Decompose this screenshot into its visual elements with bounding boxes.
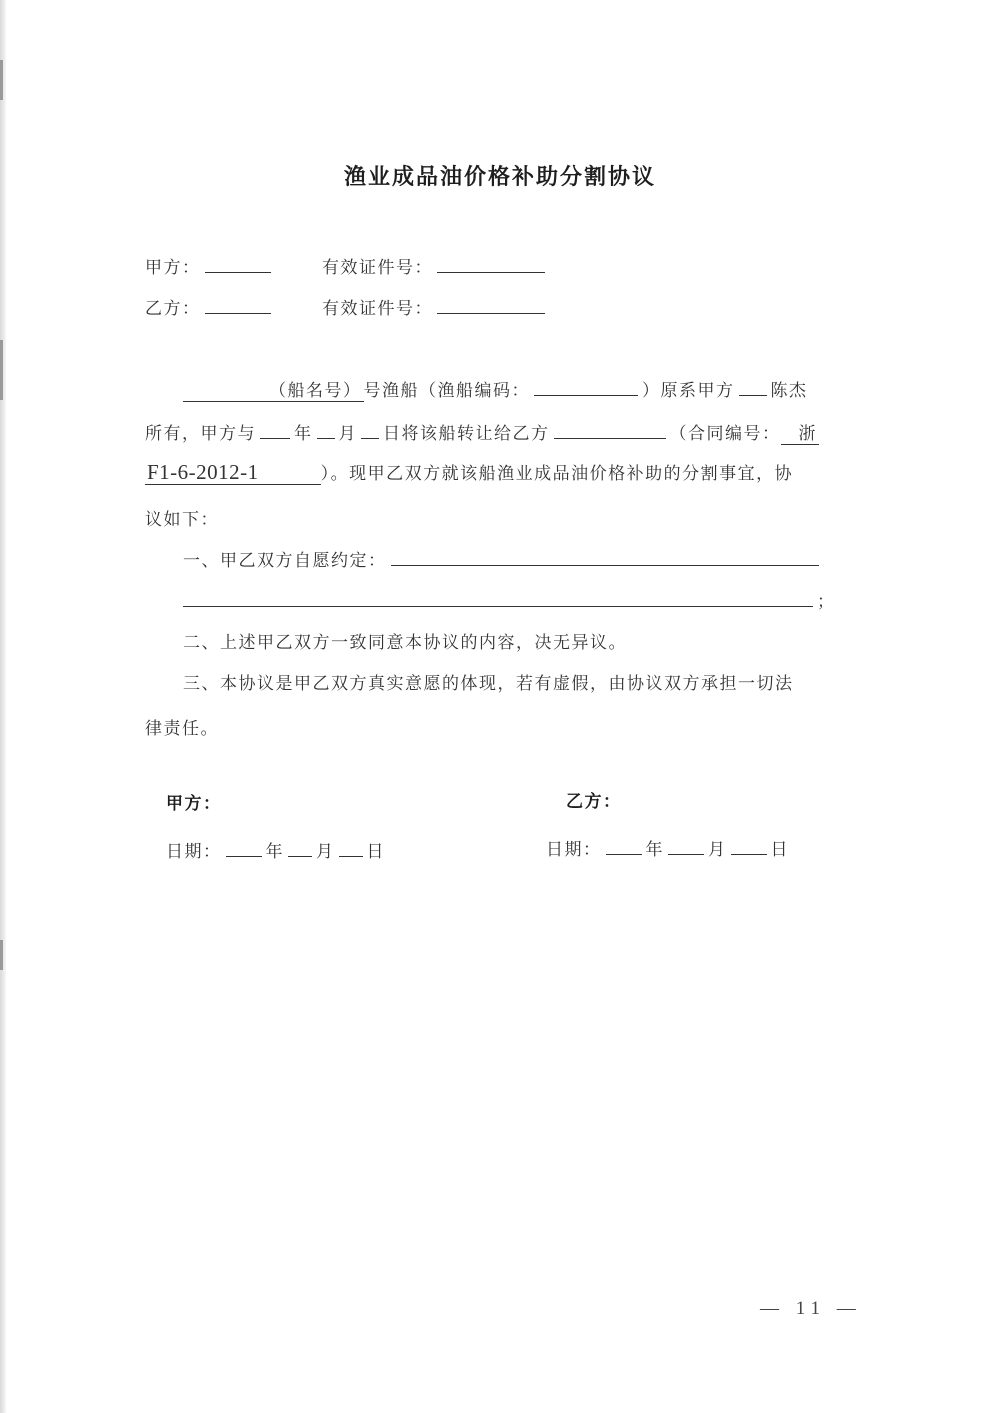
clause-3-cont xyxy=(145,714,219,739)
scan-artifact xyxy=(0,340,3,400)
ship-code-blank[interactable] xyxy=(534,377,638,396)
clause-1-end: ； xyxy=(817,592,836,612)
clause-1-blank-2[interactable] xyxy=(183,588,813,607)
date-party-a xyxy=(166,837,385,862)
body-line-1 xyxy=(183,376,808,401)
transfer-year-label: 年 xyxy=(294,424,313,444)
date-b-month: 月 xyxy=(708,840,727,860)
date-b-day-blank[interactable] xyxy=(731,836,767,855)
contract-open: （合同编号： xyxy=(669,424,781,444)
date-a-day-blank[interactable] xyxy=(339,838,363,857)
clause-1-cont xyxy=(183,587,836,612)
party-a-id-row xyxy=(322,253,549,278)
transfer-month-label: 月 xyxy=(338,424,357,444)
orig-owner-text: ）原系甲方 xyxy=(642,381,735,401)
transfer-year-blank[interactable] xyxy=(260,420,290,439)
clause-1-blank[interactable] xyxy=(391,547,819,566)
party-b-id-row xyxy=(322,294,549,319)
party-b-label: 乙方： xyxy=(145,299,201,319)
page-number: — 11 — xyxy=(760,1298,862,1319)
owned-text: 所有，甲方与 xyxy=(145,424,256,444)
body-line-3 xyxy=(145,459,793,485)
clause-1 xyxy=(183,546,823,571)
date-a-year-blank[interactable] xyxy=(226,838,262,857)
ship-name-field[interactable]: （船名号） xyxy=(183,381,364,402)
date-a-day: 日 xyxy=(366,842,385,862)
date-b-year: 年 xyxy=(645,840,664,860)
scan-artifact xyxy=(0,940,3,970)
clause-2-text: 二、上述甲乙双方一致同意本协议的内容，决无异议。 xyxy=(183,633,627,653)
date-a-label: 日期： xyxy=(166,842,222,862)
clause-1-text: 一、甲乙双方自愿约定： xyxy=(183,551,387,571)
scan-left-edge xyxy=(0,0,6,1413)
date-a-year: 年 xyxy=(265,842,284,862)
signature-party-b: 乙方： xyxy=(566,792,622,812)
party-a-blank[interactable] xyxy=(205,254,271,273)
clause-3-line-2: 律责任。 xyxy=(145,719,219,739)
transfer-text: 日将该船转让给乙方 xyxy=(383,424,550,444)
party-a-id-blank[interactable] xyxy=(437,254,545,273)
party-b-id-blank[interactable] xyxy=(437,295,545,314)
date-a-month-blank[interactable] xyxy=(288,838,312,857)
date-party-b xyxy=(546,835,789,860)
ship-text: 号渔船（渔船编码： xyxy=(363,381,530,401)
transfer-month-blank[interactable] xyxy=(317,420,335,439)
date-b-year-blank[interactable] xyxy=(606,836,642,855)
document-title: 渔业成品油价格补助分割协议 xyxy=(343,164,656,190)
orig-owner-blank xyxy=(739,377,767,396)
date-b-month-blank[interactable] xyxy=(668,836,704,855)
clause-3 xyxy=(183,669,794,694)
date-a-month: 月 xyxy=(316,842,335,862)
party-b-id-label: 有效证件号： xyxy=(322,299,433,319)
scan-artifact xyxy=(0,60,3,100)
party-a-row xyxy=(145,253,275,278)
orig-owner-name: 陈杰 xyxy=(770,381,808,401)
body-line-4 xyxy=(145,505,219,530)
party-a-id-label: 有效证件号： xyxy=(322,258,433,278)
body-line-2 xyxy=(145,419,819,444)
transfer-day-blank[interactable] xyxy=(361,420,379,439)
agree-below: 议如下： xyxy=(145,510,219,530)
contract-prefix: 浙 xyxy=(781,424,820,445)
clause-2 xyxy=(183,628,627,653)
date-b-day: 日 xyxy=(770,840,789,860)
contract-number: F1-6-2012-1 xyxy=(145,460,321,485)
party-b-blank[interactable] xyxy=(205,295,271,314)
party-b-row xyxy=(145,294,275,319)
date-b-label: 日期： xyxy=(546,840,602,860)
party-a-label: 甲方： xyxy=(145,258,201,278)
signature-party-a: 甲方： xyxy=(166,794,222,814)
contract-close: ）。现甲乙双方就该船渔业成品油价格补助的分割事宜，协 xyxy=(320,464,794,484)
transferee-blank[interactable] xyxy=(554,420,666,439)
clause-3-line-1: 三、本协议是甲乙双方真实意愿的体现，若有虚假，由协议双方承担一切法 xyxy=(183,674,794,694)
